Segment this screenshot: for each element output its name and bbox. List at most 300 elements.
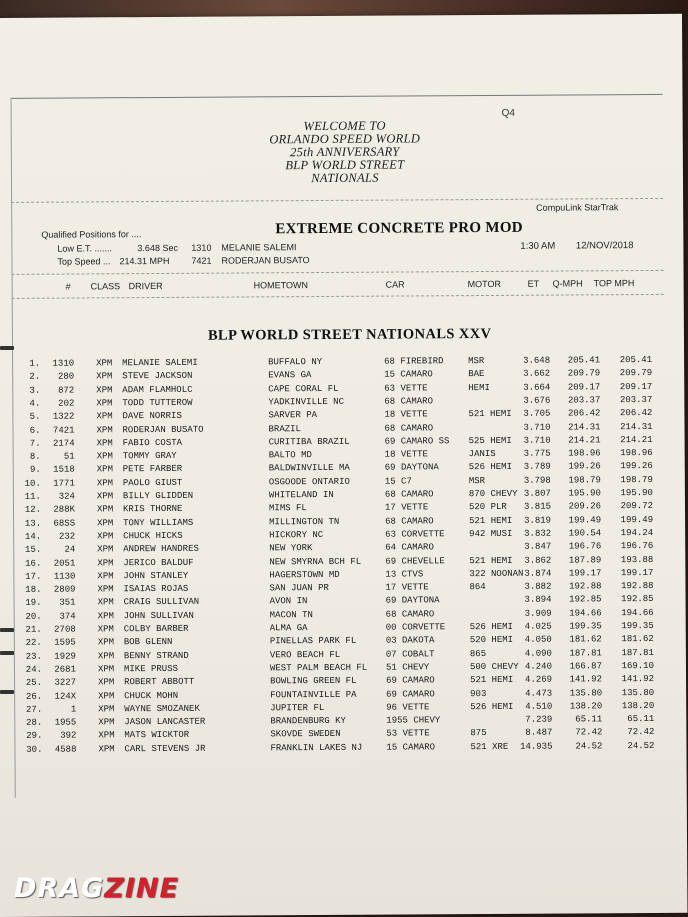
cell-et: 8.487 [525, 727, 553, 739]
logo-text-drag: DRAG [14, 873, 105, 904]
cell-car: 68 CAMARO [385, 609, 435, 620]
cell-class: XPM [97, 610, 114, 622]
cell-top-mph: 214.21 [620, 434, 653, 445]
cell-position: 12. [24, 505, 42, 516]
cell-q-mph: 214.21 [568, 435, 601, 446]
cell-q-mph: 187.81 [569, 647, 602, 659]
cell-hometown: BALTO MD [268, 450, 312, 461]
cell-q-mph: 141.92 [569, 674, 603, 685]
cell-top-mph: 194.24 [620, 527, 654, 539]
cell-q-mph: 214.31 [568, 421, 601, 433]
cell-position: 14. [24, 531, 42, 542]
cell-position: 9. [29, 465, 41, 476]
cell-class: XPM [96, 451, 113, 462]
cell-car-number: 1955 [54, 717, 77, 728]
cell-car-number: 374 [59, 611, 76, 622]
cell-class: XPM [96, 358, 113, 369]
cell-hometown: BUFFALO NY [268, 357, 323, 368]
cell-q-mph: 199.35 [569, 621, 602, 632]
cell-motor: 521 HEMI [469, 555, 513, 566]
cell-hometown: NEW SMYRNA BCH FL [269, 556, 362, 567]
cell-class: XPM [98, 730, 115, 741]
cell-motor: 525 HEMI [468, 435, 512, 446]
top-speed-value: 214.31 MPH [119, 255, 170, 267]
cell-hometown: BRANDENBURG KY [270, 715, 346, 727]
cell-motor: BAE [468, 369, 485, 380]
cell-hometown: PINELLAS PARK FL [269, 636, 357, 647]
cell-hometown: HAGERSTOWN MD [269, 569, 340, 581]
cell-class: XPM [97, 517, 114, 528]
cell-et: 7.239 [525, 714, 553, 725]
cell-motor: 865 [469, 648, 487, 659]
cell-motor: HEMI [468, 382, 490, 393]
cell-car-number: 324 [58, 491, 75, 502]
cell-driver: ROBERT ABBOTT [124, 676, 195, 688]
cell-position: 1. [29, 358, 41, 369]
dashed-divider [12, 270, 664, 275]
cell-position: 10. [24, 478, 41, 489]
cell-top-mph: 141.92 [621, 674, 655, 685]
cell-class: XPM [97, 624, 114, 635]
cell-motor: 864 [469, 582, 486, 593]
column-header-et: ET [527, 278, 540, 289]
cell-car: 63 CORVETTE [385, 529, 445, 540]
cell-et: 4.090 [524, 648, 552, 659]
binder-mark [0, 628, 14, 632]
cell-q-mph: 209.17 [567, 381, 601, 393]
dashed-divider [12, 294, 664, 299]
welcome-line: BLP WORLD STREET [285, 157, 405, 173]
cell-q-mph: 198.96 [568, 448, 601, 459]
cell-motor: MSR [468, 356, 485, 367]
cell-top-mph: 199.35 [621, 620, 654, 632]
cell-car-number: 1322 [52, 411, 75, 422]
cell-car: 03 DAKOTA [385, 635, 435, 646]
cell-et: 3.710 [523, 422, 551, 433]
cell-class: XPM [97, 557, 114, 568]
cell-et: 4.050 [524, 634, 552, 646]
binder-mark [0, 690, 14, 694]
cell-car-number: 288K [53, 504, 76, 515]
cell-position: 2. [29, 372, 41, 383]
cell-top-mph: 135.80 [621, 687, 655, 698]
cell-car-number: 2681 [54, 664, 77, 675]
cell-driver: CRAIG SULLIVAN [123, 597, 200, 608]
cell-car-number: 2051 [53, 558, 76, 569]
cell-position: 19. [25, 598, 42, 609]
cell-hometown: BOWLING GREEN FL [270, 675, 357, 687]
event-title: EXTREME CONCRETE PRO MOD [275, 219, 523, 238]
cell-class: XPM [96, 371, 113, 382]
cell-motor: 322 NOONAN [469, 568, 524, 579]
cell-et: 3.882 [524, 581, 552, 592]
cell-et: 3.676 [523, 395, 551, 406]
cell-position: 15. [25, 544, 42, 556]
cell-car: 69 CAMARO [386, 688, 435, 700]
cell-car: 68 CAMARO [384, 422, 434, 434]
cell-top-mph: 199.49 [620, 514, 654, 525]
cell-driver: CHUCK HICKS [123, 530, 183, 542]
cell-motor: 942 MUSI [469, 528, 513, 539]
cell-car: 69 DAYTONA [384, 462, 439, 474]
cell-position: 5. [29, 411, 41, 422]
session-date: 12/NOV/2018 [575, 240, 634, 252]
cell-q-mph: 209.79 [567, 368, 601, 379]
welcome-line: ORLANDO SPEED WORLD [269, 131, 421, 147]
cell-car-number: 1771 [53, 478, 75, 489]
cell-position: 3. [29, 385, 41, 396]
cell-position: 22. [25, 638, 42, 649]
cell-car: 1955 CHEVY [386, 715, 441, 726]
cell-top-mph: 194.66 [621, 607, 654, 618]
column-header-topmph: TOP MPH [593, 278, 635, 289]
cell-hometown: HICKORY NC [269, 529, 324, 541]
cell-car: 96 VETTE [386, 702, 430, 713]
cell-class: XPM [96, 424, 113, 435]
cell-driver: MATS WICKTOR [124, 730, 190, 741]
cell-class: XPM [96, 477, 114, 489]
cell-q-mph: 72.42 [575, 727, 603, 738]
cell-hometown: MIMS FL [268, 503, 307, 514]
cell-driver: TONY WILLIAMS [123, 517, 194, 528]
cell-top-mph: 199.26 [620, 461, 653, 472]
cell-et: 3.894 [524, 594, 552, 606]
cell-car-number: 2174 [52, 438, 75, 449]
cell-driver: WAYNE SMOZANEK [124, 703, 200, 715]
cell-position: 27. [25, 704, 43, 715]
cell-q-mph: 196.76 [568, 541, 602, 552]
cell-hometown: MILLINGTON TN [269, 516, 340, 527]
cell-position: 25. [25, 677, 43, 689]
cell-hometown: ALMA GA [269, 623, 308, 634]
cell-car: 68 CAMARO [385, 515, 434, 527]
cell-car: 15 C7 [384, 476, 412, 487]
timing-system: CompuLink StarTrak [536, 202, 619, 213]
cell-car-number: 2809 [53, 584, 76, 595]
top-speed-driver: RODERJAN BUSATO [221, 255, 310, 266]
cell-hometown: WHITELAND IN [268, 489, 334, 501]
cell-driver: PAOLO GIUST [122, 477, 183, 488]
cell-et: 3.874 [524, 568, 552, 579]
cell-q-mph: 187.89 [568, 554, 602, 565]
cell-car-number: 7421 [52, 425, 75, 436]
cell-car: 17 VETTE [384, 502, 429, 513]
welcome-line: WELCOME TO [303, 118, 386, 134]
cell-position: 16. [25, 558, 42, 569]
cell-car-number: 1130 [53, 571, 76, 582]
cell-q-mph: 65.11 [575, 714, 603, 725]
cell-motor: 526 HEMI [470, 701, 514, 712]
cell-hometown: CAPE CORAL FL [268, 383, 339, 394]
cell-class: XPM [98, 690, 115, 701]
cell-car-number: 51 [63, 451, 75, 462]
cell-class: XPM [97, 664, 115, 675]
cell-hometown: JUPITER FL [270, 702, 325, 714]
welcome-line: NATIONALS [311, 170, 379, 186]
cell-et: 4.510 [525, 701, 553, 712]
cell-top-mph: 209.17 [619, 381, 653, 392]
cell-driver: BOB GLENN [123, 637, 173, 648]
cell-driver: PETE FARBER [122, 464, 183, 475]
cell-motor: 875 [470, 728, 487, 739]
cell-et: 14.935 [520, 741, 553, 752]
cell-motor: 520 HEMI [469, 635, 514, 646]
cell-car-number: 202 [58, 398, 75, 409]
cell-hometown: AVON IN [269, 596, 308, 607]
cell-car-number: 1518 [53, 464, 75, 476]
cell-motor: 521 HEMI [469, 515, 513, 526]
binder-mark [0, 346, 14, 350]
cell-et: 3.815 [523, 501, 552, 513]
cell-et: 3.662 [523, 368, 551, 380]
cell-q-mph: 181.62 [569, 634, 602, 645]
cell-hometown: MACON TN [269, 609, 313, 621]
cell-motor: 526 HEMI [469, 621, 513, 633]
cell-hometown: FRANKLIN LAKES NJ [270, 742, 363, 754]
logo-text-zine: ZINE [104, 873, 179, 904]
cell-class: XPM [97, 597, 114, 608]
cell-q-mph: 194.66 [569, 607, 602, 619]
cell-driver: TODD TUTTEROW [122, 397, 193, 409]
cell-car-number: 280 [57, 371, 75, 382]
cell-class: XPM [97, 584, 114, 595]
cell-q-mph: 199.49 [568, 514, 602, 526]
cell-hometown: SKOVDE SWEDEN [270, 729, 341, 740]
cell-hometown: EVANS GA [268, 370, 312, 381]
cell-driver: RODERJAN BUSATO [122, 424, 204, 435]
cell-q-mph: 192.85 [569, 594, 602, 605]
cell-driver: MELANIE SALEMI [122, 357, 198, 369]
frame-line [10, 94, 662, 99]
cell-car: 53 VETTE [386, 728, 430, 740]
cell-car: 17 VETTE [385, 582, 429, 593]
cell-car-number: 232 [58, 531, 76, 542]
cell-class: XPM [96, 411, 113, 422]
cell-top-mph: 72.42 [627, 727, 655, 738]
cell-driver: BILLY GLIDDEN [122, 490, 194, 502]
cell-et: 3.710 [523, 435, 551, 446]
cell-car-number: 1310 [52, 358, 75, 369]
cell-top-mph: 169.10 [621, 660, 655, 672]
cell-car-number: 392 [60, 730, 77, 741]
cell-et: 4.240 [524, 661, 553, 672]
cell-q-mph: 190.54 [568, 528, 602, 539]
column-header-car: CAR [385, 279, 405, 290]
cell-position: 24. [25, 664, 43, 675]
cell-position: 30. [26, 744, 43, 755]
cell-motor: 526 HEMI [468, 462, 513, 473]
cell-car-number: 124X [54, 691, 77, 702]
cell-car-number: 4588 [54, 744, 77, 755]
cell-car: 68 FIREBIRD [384, 356, 444, 367]
cell-top-mph: 196.76 [620, 541, 654, 552]
cell-car: 68 CAMARO [384, 396, 433, 407]
cell-car: 69 CAMARO [386, 675, 435, 686]
cell-class: XPM [96, 398, 113, 409]
cell-position: 17. [25, 571, 42, 582]
cell-driver: JERICO BALDUF [123, 557, 194, 568]
cell-class: XPM [97, 650, 115, 661]
cell-driver: MIKE PRUSS [123, 663, 179, 675]
cell-hometown: BALDWINVILLE MA [268, 463, 350, 474]
cell-hometown: YADKINVILLE NC [268, 396, 345, 408]
cell-et: 3.775 [523, 448, 551, 459]
cell-q-mph: 195.90 [568, 488, 601, 499]
cell-top-mph: 24.52 [627, 740, 655, 751]
cell-car-number: 1595 [54, 637, 76, 648]
low-et-driver: MELANIE SALEMI [221, 242, 297, 253]
cell-et: 3.832 [524, 528, 552, 539]
cell-position: 8. [29, 451, 41, 462]
cell-hometown: CURITIBA BRAZIL [268, 436, 350, 448]
cell-motor: 521 HEMI [470, 675, 514, 686]
cell-motor: 521 XRE [470, 741, 509, 752]
cell-hometown: VERO BEACH FL [269, 649, 341, 660]
cell-et: 3.909 [524, 608, 552, 619]
cell-hometown: FOUNTAINVILLE PA [270, 689, 357, 700]
cell-car: 69 CHEVELLE [385, 555, 445, 567]
cell-motor: 521 HEMI [468, 409, 512, 420]
cell-q-mph: 209.26 [568, 501, 602, 512]
cell-top-mph: 209.72 [620, 501, 654, 512]
cell-driver: DAVE NORRIS [122, 411, 182, 422]
cell-driver: JOHN STANLEY [123, 570, 189, 582]
cell-class: XPM [98, 704, 115, 715]
cell-driver: STEVE JACKSON [122, 371, 193, 382]
cell-et: 3.807 [523, 488, 551, 499]
cell-top-mph: 198.79 [620, 474, 653, 485]
cell-position: 23. [25, 651, 42, 662]
cell-car: 69 DAYTONA [385, 595, 440, 607]
cell-q-mph: 199.26 [568, 461, 601, 472]
cell-class: XPM [96, 491, 114, 502]
low-et-value: 3.648 Sec [137, 242, 178, 254]
qualified-label: Qualified Positions for .... [41, 229, 142, 240]
cell-q-mph: 24.52 [575, 740, 603, 752]
cell-car: 69 CAMARO SS [384, 436, 450, 447]
cell-class: XPM [96, 384, 113, 395]
cell-hometown: SARVER PA [268, 410, 318, 421]
cell-hometown: SAN JUAN PR [269, 583, 329, 594]
cell-position: 11. [24, 491, 41, 502]
cell-class: XPM [96, 504, 114, 515]
cell-top-mph: 203.37 [619, 394, 653, 406]
cell-class: XPM [97, 571, 114, 582]
cell-et: 3.819 [524, 515, 552, 526]
cell-position: 20. [25, 611, 42, 622]
cell-driver: KRIS THORNE [122, 504, 183, 515]
cell-car: 15 CAMARO [384, 369, 433, 380]
cell-q-mph: 138.20 [569, 701, 603, 712]
cell-hometown: BRAZIL [268, 423, 301, 434]
cell-top-mph: 192.88 [621, 581, 654, 592]
race-title: BLP WORLD STREET NATIONALS XXV [207, 325, 492, 344]
column-header-number: # [65, 281, 71, 292]
cell-et: 3.847 [524, 541, 552, 552]
cell-motor: 500 CHEVY [469, 661, 519, 672]
cell-driver: CARL STEVENS JR [124, 743, 206, 754]
table-row [0, 740, 687, 757]
column-header-class: CLASS [90, 281, 121, 292]
cell-et: 3.664 [523, 382, 551, 393]
cell-hometown: NEW YORK [269, 543, 313, 554]
cell-et: 3.705 [523, 408, 551, 419]
cell-position: 26. [25, 691, 43, 702]
cell-car-number: 872 [58, 385, 75, 396]
binder-mark [0, 651, 14, 655]
page-code: Q4 [501, 107, 515, 119]
cell-q-mph: 205.41 [567, 355, 601, 366]
column-header-hometown: HOMETOWN [253, 280, 309, 291]
cell-car: 63 VETTE [384, 382, 428, 394]
low-et-car-number: 1310 [191, 242, 212, 253]
results-sheet [0, 14, 687, 917]
cell-top-mph: 138.20 [621, 700, 655, 711]
cell-q-mph: 198.79 [568, 474, 601, 486]
session-info [520, 240, 651, 252]
cell-car: 00 CORVETTE [385, 622, 446, 633]
cell-position: 6. [29, 425, 41, 436]
cell-driver: TOMMY GRAY [122, 450, 177, 462]
cell-et: 3.789 [523, 461, 551, 473]
column-header-motor: MOTOR [467, 278, 502, 290]
session-time: 1:30 AM [520, 240, 556, 252]
cell-position: 7. [29, 438, 41, 449]
cell-class: XPM [96, 464, 113, 475]
welcome-line: 25th ANNIVERSARY [290, 144, 400, 160]
cell-position: 4. [29, 398, 41, 409]
cell-car: 51 CHEVY [385, 662, 430, 673]
cell-driver: CHUCK MOHN [124, 690, 179, 701]
cell-et: 3.862 [524, 555, 552, 566]
cell-driver: ADAM FLAMHOLC [122, 384, 193, 395]
cell-driver: JOHN SULLIVAN [123, 610, 194, 621]
cell-q-mph: 203.37 [567, 395, 601, 406]
cell-class: XPM [98, 743, 115, 755]
cell-position: 29. [26, 731, 43, 742]
cell-car-number: 1 [70, 704, 77, 715]
cell-top-mph: 187.81 [621, 647, 654, 658]
cell-top-mph: 192.85 [621, 594, 654, 605]
column-header-driver: DRIVER [128, 280, 163, 292]
cell-position: 18. [25, 584, 42, 595]
qualifying-table [0, 354, 684, 755]
cell-class: XPM [97, 544, 114, 555]
cell-car: 07 COBALT [385, 648, 435, 660]
cell-class: XPM [96, 438, 113, 449]
cell-class: XPM [97, 637, 115, 648]
top-speed-label: Top Speed ... [57, 256, 111, 267]
cell-car: 64 CAMARO [385, 542, 434, 553]
cell-hometown: OSGOODE ONTARIO [268, 476, 350, 488]
cell-car-number: 1929 [54, 651, 76, 662]
cell-et: 4.025 [524, 621, 552, 632]
cell-car-number: 351 [59, 597, 76, 609]
cell-et: 4.269 [525, 674, 553, 685]
cell-position: 13. [24, 518, 42, 529]
cell-car-number: 24 [64, 544, 76, 555]
cell-et: 3.798 [523, 475, 551, 486]
cell-driver: COLBY BARBER [123, 623, 189, 635]
cell-top-mph: 214.31 [620, 421, 653, 432]
top-speed-car-number: 7421 [191, 255, 212, 266]
cell-et: 4.473 [525, 688, 553, 699]
cell-car: 18 VETTE [384, 449, 428, 460]
cell-car: 18 VETTE [384, 409, 428, 420]
cell-top-mph: 65.11 [627, 714, 655, 725]
cell-car-number: 68SS [53, 518, 76, 529]
cell-q-mph: 206.42 [567, 408, 601, 419]
